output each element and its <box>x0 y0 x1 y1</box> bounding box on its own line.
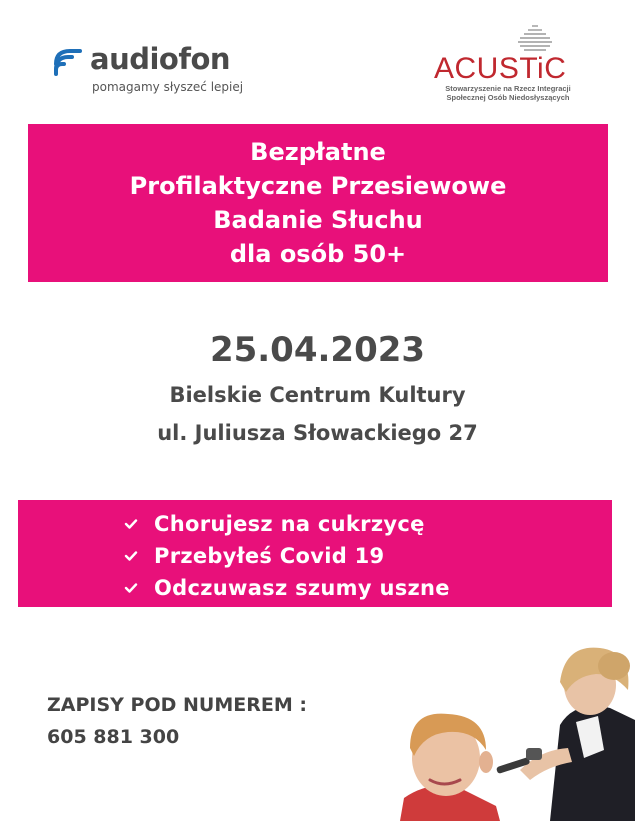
doctor-figure <box>520 648 635 821</box>
signup-phone: 605 881 300 <box>47 726 180 748</box>
audiofon-signal-icon <box>52 48 86 78</box>
audiofon-name: audiofon <box>90 42 231 76</box>
event-date: 25.04.2023 <box>209 330 426 370</box>
title-line: Badanie Słuchu <box>213 206 423 234</box>
list-item-label: Przebyłeś Covid 19 <box>154 544 385 568</box>
check-icon <box>124 550 138 562</box>
acustic-subtitle-line1: Stowarzyszenie na Rzecz Integracji <box>445 84 571 93</box>
title-line: Bezpłatne <box>250 138 386 166</box>
title-line: Profilaktyczne Przesiewowe <box>129 172 507 200</box>
event-address: ul. Juliusza Słowackiego 27 <box>157 421 478 445</box>
check-icon <box>124 582 138 594</box>
list-item-label: Odczuwasz szumy uszne <box>154 576 450 600</box>
patient-figure <box>400 714 500 821</box>
list-item <box>124 508 450 540</box>
acustic-name: ACUSTiC <box>434 52 567 85</box>
list-item <box>124 572 450 604</box>
list-item-label: Chorujesz na cukrzycę <box>154 512 425 536</box>
event-venue: Bielskie Centrum Kultury <box>169 383 466 407</box>
signup-label: ZAPISY POD NUMEREM : <box>47 694 307 716</box>
audiofon-logo <box>52 38 252 100</box>
check-icon <box>124 518 138 530</box>
list-item <box>124 540 450 572</box>
acustic-logo <box>420 22 590 106</box>
acustic-subtitle <box>426 84 590 102</box>
checklist-banner <box>18 500 612 607</box>
audiofon-tagline: pomagamy słyszeć lepiej <box>92 80 244 94</box>
title-banner <box>28 124 608 282</box>
hearing-exam-photo <box>400 630 635 821</box>
title-line: dla osób 50+ <box>229 240 407 268</box>
acustic-subtitle-line2: Społecznej Osób Niedosłyszących <box>446 93 570 102</box>
checklist <box>124 508 450 604</box>
